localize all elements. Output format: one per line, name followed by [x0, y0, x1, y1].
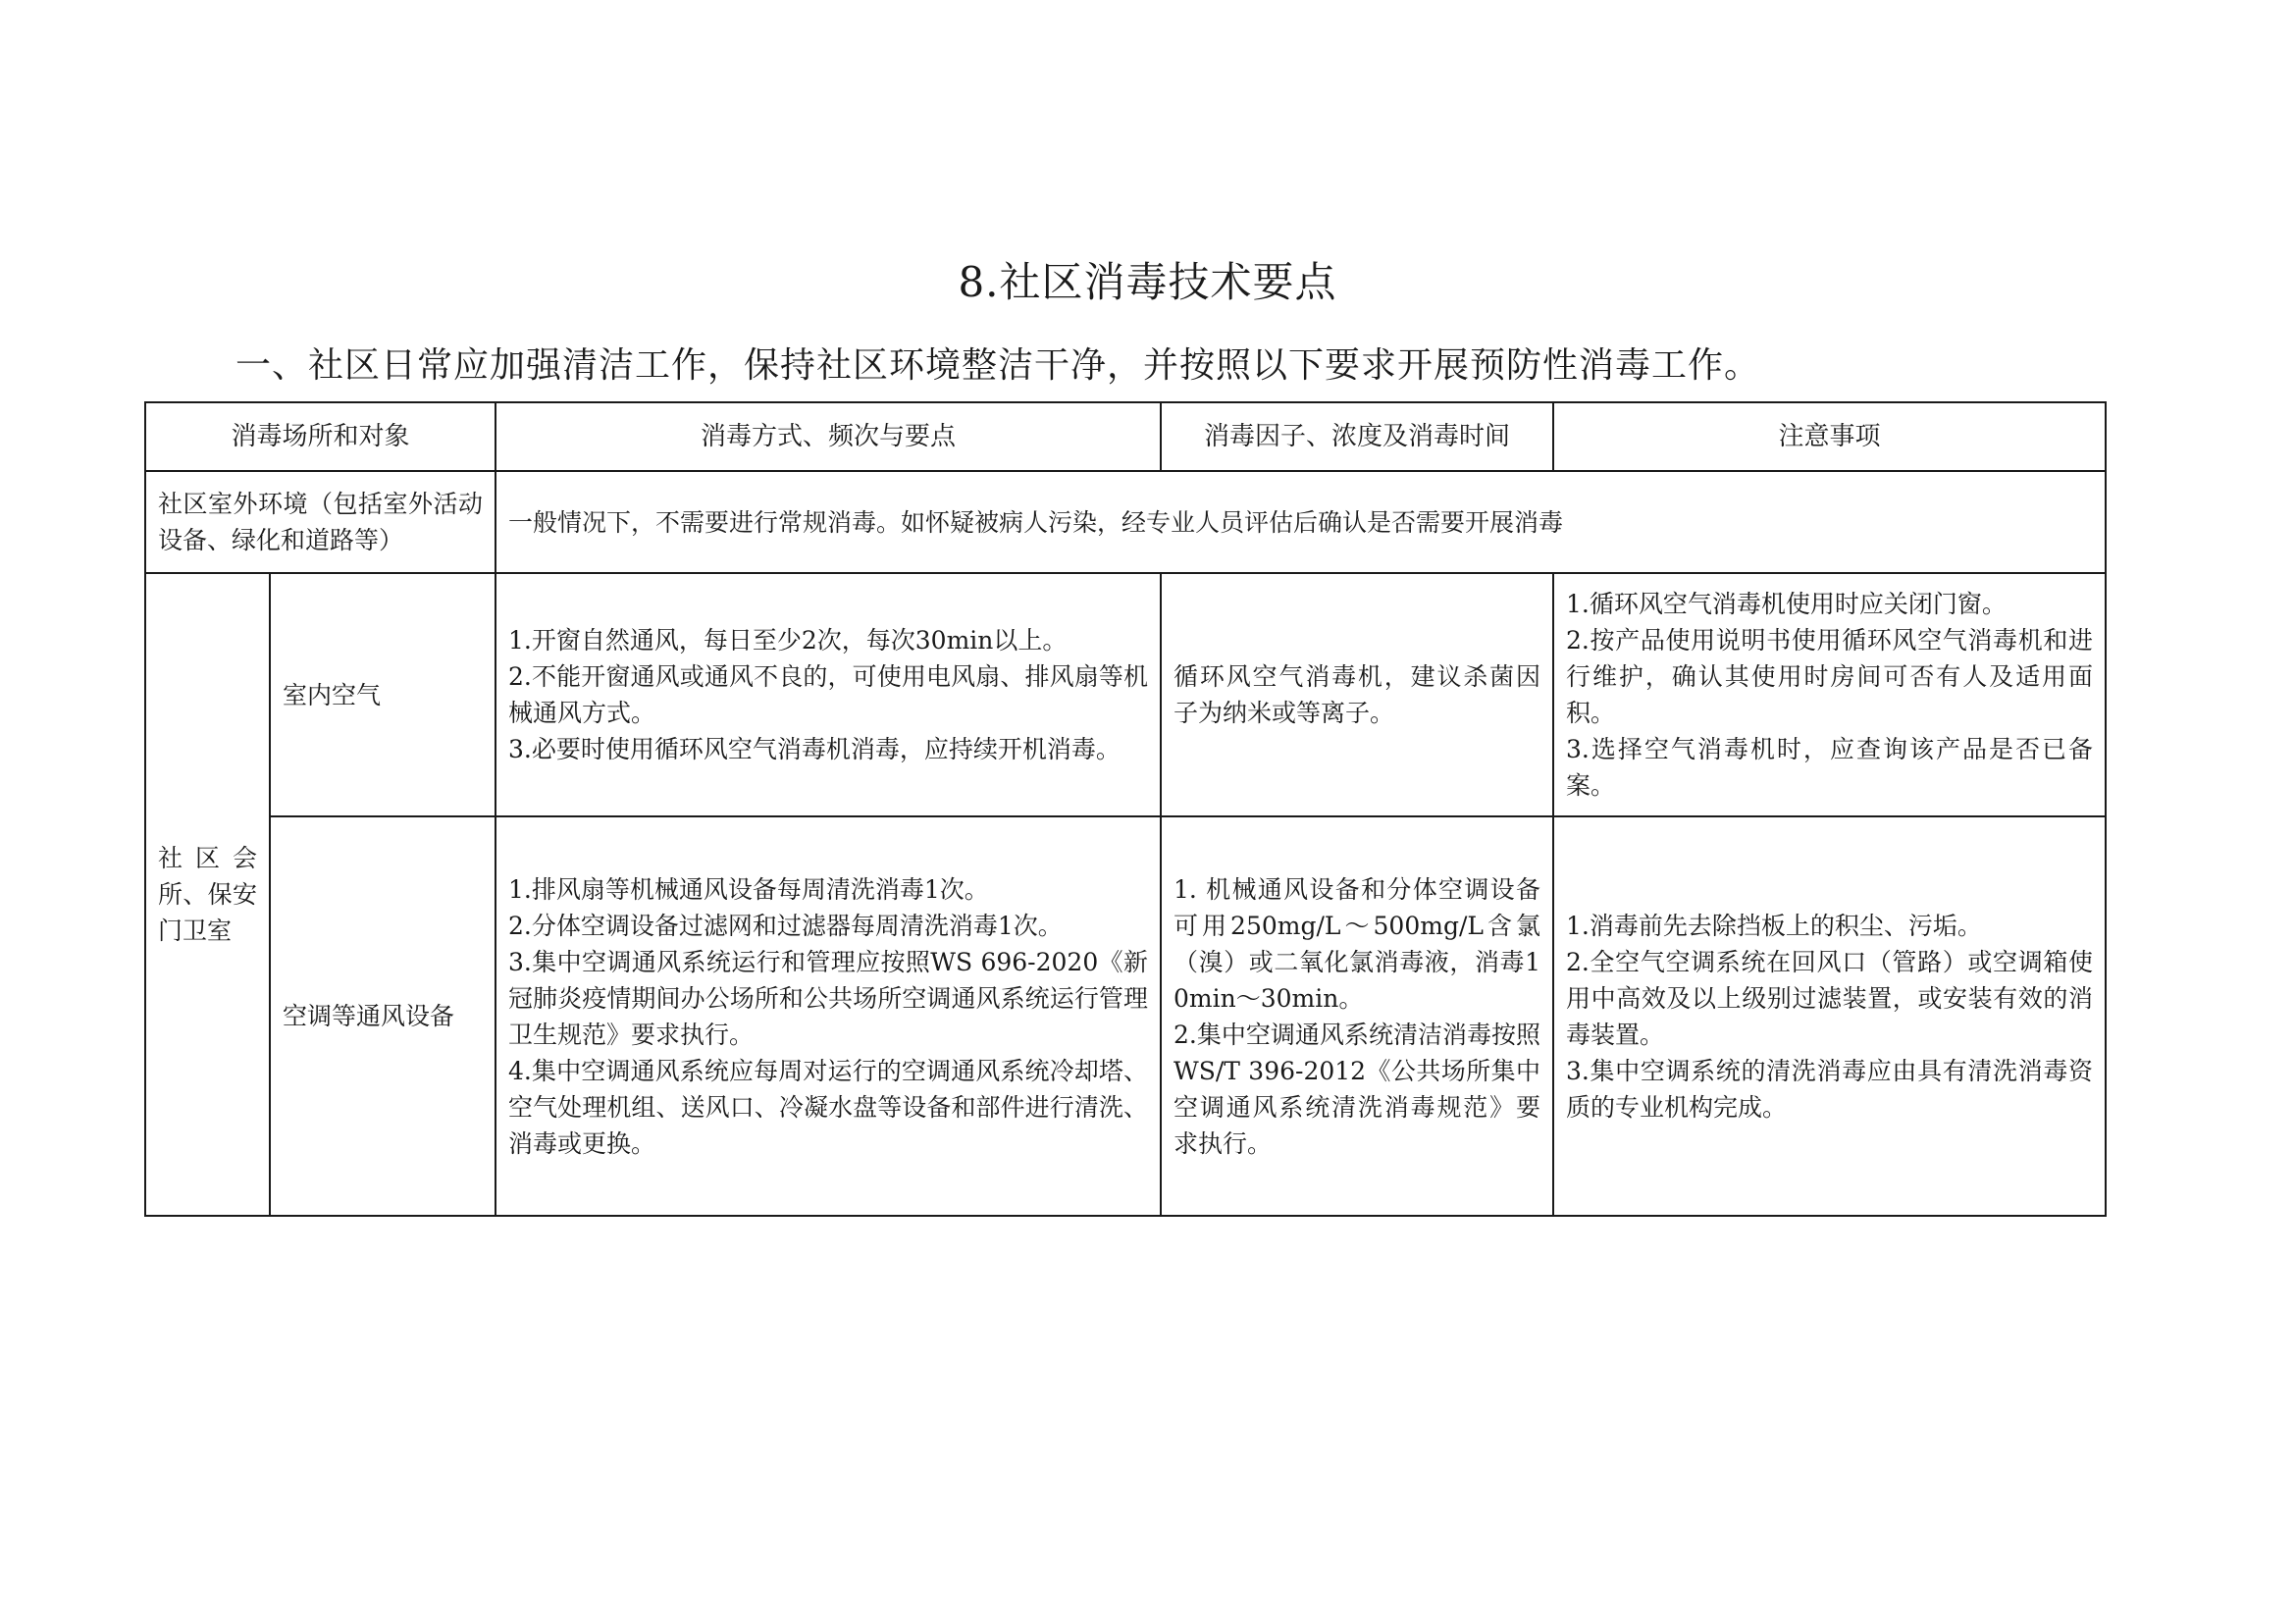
ac-note-line: 1.消毒前先去除挡板上的积尘、污垢。	[1566, 911, 1982, 940]
group-label-cell: 社区会所、保安门卫室	[145, 573, 270, 1216]
disinfection-table	[144, 401, 2107, 1217]
indoor-air-factor-cell	[1161, 573, 1553, 816]
table-row-ac	[145, 816, 2106, 1216]
indoor-air-method-line: 3.必要时使用循环风空气消毒机消毒，应持续开机消毒。	[508, 735, 1121, 763]
ac-note-line: 2.全空气空调系统在回风口（管路）或空调箱使用中高效及以上级别过滤装置，或安装有效的消毒装置。	[1566, 947, 2094, 1049]
ac-object-cell: 空调等通风设备	[270, 816, 496, 1216]
ac-method-line: 2.分体空调设备过滤网和过滤器每周清洗消毒1次。	[508, 911, 1063, 940]
ac-factor-cell	[1161, 816, 1553, 1216]
header-notes: 注意事项	[1553, 402, 2106, 471]
header-factor: 消毒因子、浓度及消毒时间	[1161, 402, 1553, 471]
ac-method-line: 1.排风扇等机械通风设备每周清洗消毒1次。	[508, 874, 989, 904]
ac-note-line: 3.集中空调系统的清洗消毒应由具有清洗消毒资质的专业机构完成。	[1566, 1056, 2094, 1122]
indoor-air-object-cell: 室内空气	[270, 573, 496, 816]
indoor-air-note-line: 1.循环风空气消毒机使用时应关闭门窗。	[1566, 590, 2007, 618]
ac-method-line: 4.集中空调通风系统应每周对运行的空调通风系统冷却塔、空气处理机组、送风口、冷凝水盘等设备和部件进行清洗、消毒或更换。	[508, 1056, 1149, 1158]
indoor-air-method-line: 1.开窗自然通风，每日至少2次，每次30min以上。	[508, 626, 1068, 655]
table-row-outdoor	[145, 471, 2106, 573]
ac-notes-cell	[1553, 816, 2106, 1216]
table-row-indoor-air	[145, 573, 2106, 816]
indoor-air-factor-line: 循环风空气消毒机，建议杀菌因子为纳米或等离子。	[1174, 662, 1541, 727]
indoor-air-note-line: 3.选择空气消毒机时，应查询该产品是否已备案。	[1566, 735, 2094, 800]
outdoor-content-cell: 一般情况下，不需要进行常规消毒。如怀疑被病人污染，经专业人员评估后确认是否需要开展消毒	[496, 471, 2106, 573]
ac-factor-line: 2.集中空调通风系统清洁消毒按照WS/T 396-2012《公共场所集中空调通风系统清洗消毒规范》要求执行。	[1174, 1020, 1541, 1158]
ac-factor-line: 1. 机械通风设备和分体空调设备可用250mg/L～500mg/L含氯（溴）或二氧化氯消毒液，消毒10min～30min。	[1174, 874, 1541, 1013]
header-place: 消毒场所和对象	[145, 402, 496, 471]
ac-method-line: 3.集中空调通风系统运行和管理应按照WS 696-2020《新冠肺炎疫情期间办公场所和公共场所空调通风系统运行管理卫生规范》要求执行。	[508, 947, 1149, 1049]
ac-method-cell	[496, 816, 1161, 1216]
outdoor-place-cell: 社区室外环境（包括室外活动设备、绿化和道路等）	[145, 471, 496, 573]
indoor-air-method-cell	[496, 573, 1161, 816]
section-heading: 一、社区日常应加强清洁工作，保持社区环境整洁干净，并按照以下要求开展预防性消毒工作。	[235, 345, 1761, 386]
indoor-air-note-line: 2.按产品使用说明书使用循环风空气消毒机和进行维护，确认其使用时房间可否有人及适用面积。	[1566, 626, 2094, 727]
indoor-air-notes-cell	[1553, 573, 2106, 816]
page-title: 8.社区消毒技术要点	[958, 258, 1337, 306]
header-method: 消毒方式、频次与要点	[496, 402, 1161, 471]
indoor-air-method-line: 2.不能开窗通风或通风不良的，可使用电风扇、排风扇等机械通风方式。	[508, 662, 1149, 727]
table-header-row	[145, 402, 2106, 471]
